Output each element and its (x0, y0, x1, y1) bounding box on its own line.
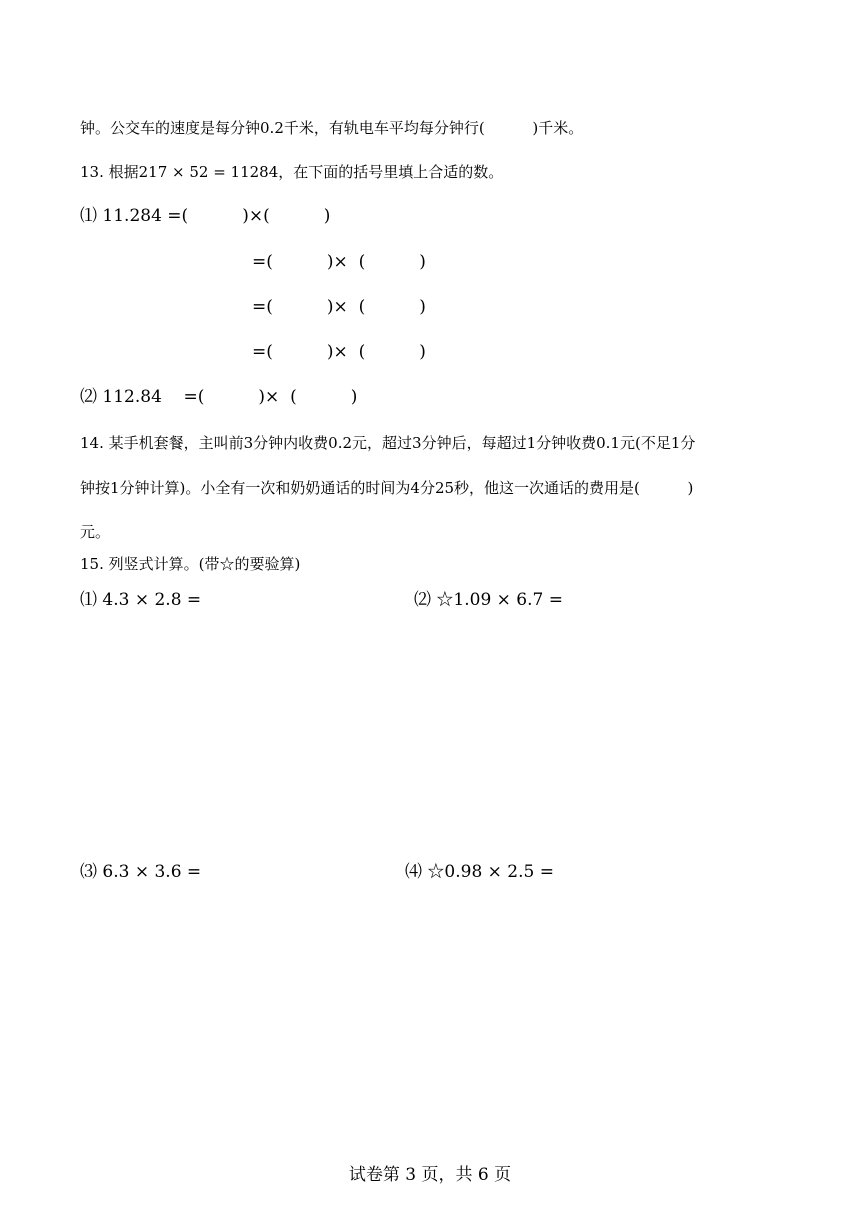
q14-line2: 钟按1分钟计算)。小全有一次和奶奶通话的时间为4分25秒，他这一次通话的费用是( ) (80, 479, 694, 497)
q13-part2: ⑵ 112.84 =( )× ( ) (80, 387, 358, 407)
q15-problem-2: ⑵ ☆1.09 × 6.7 = (414, 590, 563, 610)
q14-line3: 元。 (80, 523, 111, 541)
q15-problem-4: ⑷ ☆0.98 × 2.5 = (405, 862, 554, 882)
q15-problem-1: ⑴ 4.3 × 2.8 = (80, 590, 202, 610)
q15-stem: 15. 列竖式计算。(带☆的要验算) (80, 555, 301, 573)
q14-line1: 14. 某手机套餐，主叫前3分钟内收费0.2元，超过3分钟后，每超过1分钟收费0.1元(不足1分 (80, 434, 696, 452)
q13-part1-line1: ⑴ 11.284 =( )×( ) (80, 206, 331, 226)
page-footer: 试卷第 3 页，共 6 页 (348, 1165, 512, 1185)
q13-part1-line3: =( )× ( ) (252, 297, 426, 317)
q12-continuation: 钟。公交车的速度是每分钟0.2千米，有轨电车平均每分钟行( )千米。 (80, 119, 584, 137)
q13-part1-line2: =( )× ( ) (252, 252, 426, 272)
q13-part1-line4: =( )× ( ) (252, 342, 426, 362)
q13-stem: 13. 根据217 × 52 = 11284，在下面的括号里填上合适的数。 (80, 163, 504, 181)
q15-problem-3: ⑶ 6.3 × 3.6 = (80, 862, 202, 882)
